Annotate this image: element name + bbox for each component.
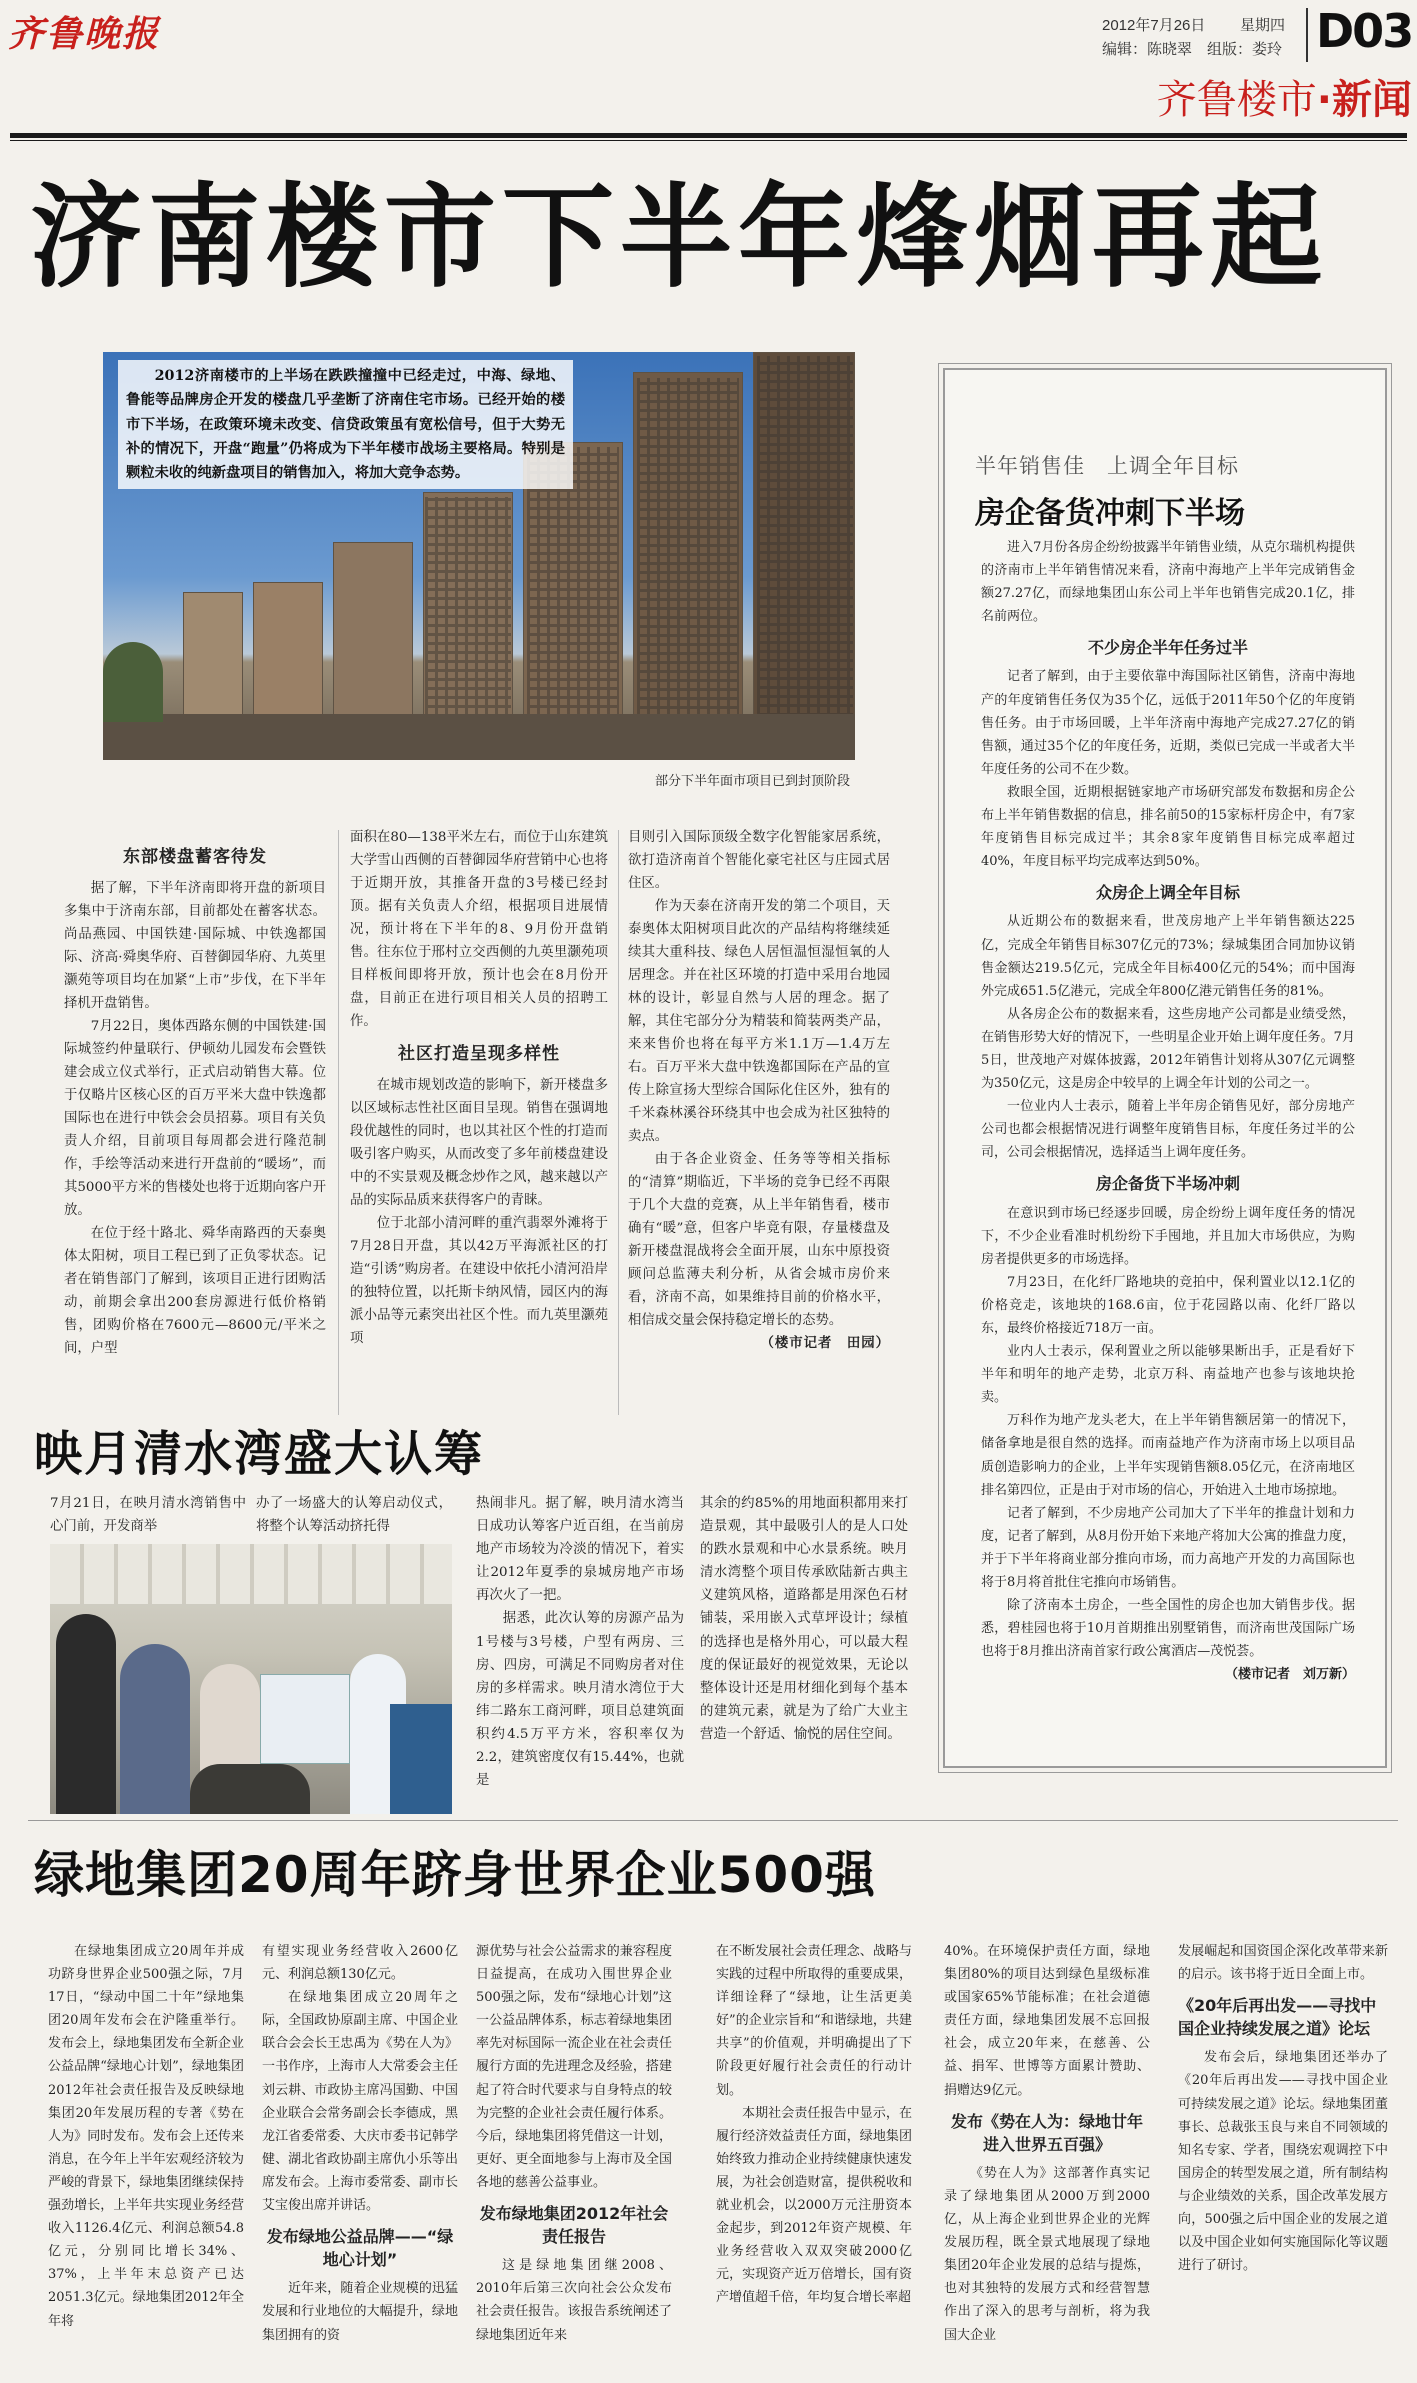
paragraph: 在城市规划改造的影响下，新开楼盘多以区域标志性社区面目呈现。销售在强调地段优越性的同时，也以其社区个性的打造而吸引客户购买，从而改变了多年前楼盘建设中的不实景观及概念炒作之风，越来越以产品的实际品质来获得客户的青睐。 [350,1078,608,1208]
paragraph: 7月22日，奥体西路东侧的中国铁建·国际城签约仲量联行、伊顿幼儿园发布会暨铁建会成立仪式举行，正式启动销售大幕。位于仅略片区核心区的百万平米大盘中铁逸都国际也在进行中铁会会员招募。项目有关负责人介绍，目前项目每周都会进行隆范制作，手绘等活动来进行开盘前的“暖场”，而其5000平方米的售楼处也将于近期向客户开放。 [64,1019,326,1218]
paragraph: 救眼全国，近期根据链家地产市场研究部发布数据和房企公布上半年销售数据的信息，排名前50的15家标杆房企中，有7家年度销售目标完成过半；其余8家年度销售目标完成率超过40%，年度目标平均完成率达到50%。 [981,784,1355,870]
subhead-east: 东部楼盘蓄客待发 [123,847,267,867]
paragraph: 面积在80—138平米左右，而位于山东建筑大学雪山西侧的百替御园华府营销中心也将于近期开放，其推备开盘的3号楼已经封顶。据有关负责人介绍，根据项目进展情况，预计将在下半年的8、9月份开盘销售。往东位于邢村立交西侧的九英里灏苑项目样板间即将开放，预计也会在8月份开盘，目前正在进行项目相关人员的招聘工作。 [350,830,608,1029]
paragraph: 由于各企业资金、任务等等相关指标的“清算”期临近，下半场的竞争已经不再限于几个大盘的竞赛，从上半年销售看，楼市确有“暖”意，但客户毕竟有限，存量楼盘及新开楼盘混战将会全面开展，山东中原投资顾问总监薄夫利分析，从省会城市房价来看，济南不高，如果维持目前的价格水平，相信成交量会保持稳定增长的态势。 [628,1152,890,1328]
paragraph: 《势在人为》这部著作真实记录了绿地集团从2000万到2000亿，从上海企业到世界企业的光辉发展历程，既全景式地展现了绿地集团20年企业发展的总结与提炼，也对其独特的发展方式和经营智慧作出了深入的思考与剖析，将为我国大企业 [944,2165,1150,2343]
story3-column-3 [476,1940,672,2370]
section-dot: · [1316,77,1332,123]
sidebar-kicker: 半年销售佳 上调全年目标 [975,454,1239,478]
story2-column-b [700,1492,908,1817]
sidebar-subhead: 不少房企半年任务过半 [1087,638,1248,658]
sidebar-body [981,536,1355,1758]
section-title [1012,68,1412,124]
story3-subhead: 发布绿地集团2012年社会责任报告 [479,2204,669,2247]
header-divider [1306,8,1308,62]
section-sub: 新闻 [1332,77,1412,123]
story3-headline: 绿地集团20周年跻身世界企业500强 [34,1846,876,1904]
paragraph: 位于北部小清河畔的重汽翡翠外滩将于7月28日开盘，其以42万平海派社区的打造“引诱”购房者。在建设中依托小清河沿岸的独特位置，以托斯卡纳风情，园区内的海派小品等元素突出社区个性。而九英里灏苑项 [350,1216,608,1346]
main-column-3 [628,826,890,1416]
paragraph: 进入7月份各房企纷纷披露半年销售业绩，从克尔瑞机构提供的济南市上半年销售情况来看，济南中海地产上半年完成销售金额27.27亿，而绿地集团山东公司上半年也销售完成20.1亿，排名前两位。 [981,540,1355,625]
paragraph: 40%。在环境保护责任方面，绿地集团80%的项目达到绿色星级标准或国家65%节能标准；在社会道德责任方面，绿地集团发展不忘回报社会，成立20年来，在慈善、公益、捐军、世博等方面累计赞助、捐赠达9亿元。 [944,1944,1150,2098]
story2-intro-2: 办了一场盛大的认筹启动仪式，将整个认筹活动挤托得 [256,1496,452,1535]
paragraph: 从各房企公布的数据来看，这些房地产公司都是业绩受然，在销售形势大好的情况下，一些明星企业开始上调年度任务。7月5日，世茂地产对媒体披露，2012年销售计划将从307亿元调整为350亿元，这是房企中较早的上调全年计划的公司之一。 [981,1006,1355,1092]
story3-column-2 [262,1940,458,2370]
paragraph: 其余的约85%的用地面积都用来打造景观，其中最吸引人的是人口处的跌水景观和中心水景系统。映月清水湾整个项目传承欧陆新古典主义建筑风格，道路都是用深色石材铺装，采用嵌入式草坪设计；绿植的选择也是格外用心，可以最大程度的保证最好的视觉效果，无论以整体设计还是用材细化到每个基本的建筑元素，就是为了给广大业主营造一个舒适、愉悦的居住空间。 [700,1496,908,1742]
story2-column-a [476,1492,684,1817]
header-rule [10,133,1407,138]
column-rule [618,830,619,1415]
story3-column-1 [48,1940,244,2370]
paragraph: 从近期公布的数据来看，世茂房地产上半年销售额达225亿，完成全年销售目标307亿元的73%；绿城集团合同加协议销售金额达219.5亿元，完成全年目标400亿元的54%；而中国海外完成651.5亿港元，完成全年800亿港元销售任务的81%。 [981,914,1355,999]
paragraph: 源优势与社会公益需求的兼容程度日益提高，在成功入围世界企业500强之际，发布“绿地心计划”这一公益品牌体系，标志着绿地集团率先对标国际一流企业在社会责任履行方面的先进理念及经验，搭建起了符合时代要求与自身特点的较为完整的企业社会责任履行体系。今后，绿地集团将凭借这一计划，更好、更全面地参与上海市及全国各地的慈善公益事业。 [476,1944,672,2190]
story3-subhead: 发布《势在人为：绿地廿年进入世界五百强》 [950,2111,1143,2154]
sidebar-title: 房企备货冲刺下半场 [975,496,1245,531]
story3-column-4 [716,1940,912,2370]
header-editors: 编辑：陈晓翠 组版：娄玲 [1102,41,1283,58]
paragraph: 在绿地集团成立20周年之际，全国政协原副主席、中国企业联合会会长王忠禹为《势在人为》一书作序，上海市人大常委会主任刘云耕、市政协主席冯国勤、中国企业联合会常务副会长李德成，黑龙江省委常委、大庆市委书记韩学健、湖北省政协副主席仇小乐等出席发布会。上海市委常委、副市长艾宝俊出席并讲话。 [262,1990,458,2214]
paragraph: 业内人士表示，保利置业之所以能够果断出手，正是看好下半年和明年的地产走势，北京万科、南益地产也参与该地块抢卖。 [981,1344,1355,1406]
photo-caption: 部分下半年面市项目已到封顶阶段 [654,774,850,789]
paragraph: 有望实现业务经营收入2600亿元、利润总额130亿元。 [262,1944,458,1983]
byline: （楼市记者 田园） [760,1335,890,1351]
paragraph: 7月23日，在化纤厂路地块的竞拍中，保利置业以12.1亿的价格竞走，该地块的168.6亩，位于花园路以南、化纤厂路以东，最终价格接近718万一亩。 [981,1274,1355,1336]
sidebar-subhead: 众房企上调全年目标 [1095,883,1240,903]
story2-intro-1: 7月21日，在映月清水湾销售中心门前，开发商举 [50,1496,246,1535]
paragraph: 本期社会责任报告中显示，在履行经济效益责任方面，绿地集团始终致力推动企业持续健康快速发展，为社会创造财富，提供税收和就业机会，以2000万元注册资本金起步，到2012年资产规模、年业务经营收入双双突破2000亿元，实现资产近万倍增长，国有资产增值超千倍，年均复合增长率超 [716,2105,912,2306]
masthead-logo: 齐鲁晚报 [8,13,161,55]
paragraph: 在不断发展社会责任理念、战略与实践的过程中所取得的重要成果，详细诠释了“绿地，让生活更美好”的企业宗旨和“和谐绿地，共建共享”的价值观，并明确提出了下阶段更好履行社会责任的行动计划。 [716,1944,912,2098]
paragraph: 发展崛起和国资国企深化改革带来新的启示。该书将于近日全面上市。 [1178,1944,1388,1983]
story3-column-5 [944,1940,1150,2370]
story3-rule [28,1820,1398,1821]
paragraph: 记者了解到，由于主要依靠中海国际社区销售，济南中海地产的年度销售任务仅为35个亿，远低于2011年50个亿的年度销售任务。由于市场回暖，上半年济南中海地产完成27.27亿的销售额，通过35个亿的年度任务，近期，类似已完成一半或者大半年度任务的公司不在少数。 [981,669,1355,777]
main-column-1 [64,836,326,1418]
paragraph: 发布会后，绿地集团还举办了《20年后再出发——寻找中国企业可持续发展之道》论坛。绿地集团董事长、总裁张玉良与来自不同领域的知名专家、学者，围绕宏观调控下中国房企的转型发展之道，所有制结构与企业绩效的关系，国企改革发展方向，500强之后中国企业的发展之道以及中国企业如何实施国际化等议题进行了研讨。 [1178,2050,1388,2274]
paragraph: 一位业内人士表示，随着上半年房企销售见好，部分房地产公司也都会根据情况进行调整年度销售目标，年度任务过半的公司，公司会根据情况，选择适当上调年度任务。 [981,1099,1355,1161]
paragraph: 在绿地集团成立20周年并成功跻身世界企业500强之际，7月17日，“绿动中国二十年”绿地集团20周年发布会在沪隆重举行。发布会上，绿地集团发布全新企业公益品牌“绿地心计划”，绿地集团2012年社会责任报告及反映绿地集团20年发展历程的专著《势在人为》同时发布。发布会上还传来消息，在今年上半年宏观经济较为严峻的背景下，绿地集团继续保持强劲增长，上半年共实现业务经营收入1126.4亿元、利润总额54.8亿元，分别同比增长34%、37%，上半年末总资产已达2051.3亿元。绿地集团2012年全年将 [48,1944,244,2329]
column-rule [338,830,339,1415]
section-name: 齐鲁楼市 [1156,77,1317,123]
main-lead: 2012济南楼市的上半场在跌跌撞撞中已经走过，中海、绿地、鲁能等品牌房企开发的楼盘几乎垄断了济南住宅市场。已经开始的楼市下半场，在政策环境未改变、信贷政策虽有宽松信号，但于大势无补的情况下，开盘“跑量”仍将成为下半年楼市战场主要格局。特别是颗粒未收的纯新盘项目的销售加入，将加大竞争态势。 [118,360,573,489]
sidebar-box [943,368,1387,1768]
paragraph: 热闹非凡。据了解，映月清水湾当日成功认筹客户近百组，在当前房地产市场较为冷淡的情况下，着实让2012年夏季的泉城房地产市场再次火了一把。 [476,1496,684,1604]
paragraph: 作为天泰在济南开发的第二个项目，天泰奥体太阳树项目此次的产品结构将继续延续其大重科技、绿色人居恒温恒湿恒氧的人居理念。并在社区环境的打造中采用台地园林的设计，彰显自然与人居的理念。据了解，其住宅部分分为精装和简装两类产品，来来售价也将在每平方米1.1万—1.4万左右。百万平米大盘中铁逸都国际在产品的宣传上除宣扬大型综合国际化住区外，独有的千米森林溪谷环绕其中也会成为社区独特的卖点。 [628,899,890,1144]
subhead-community: 社区打造呈现多样性 [398,1044,560,1064]
sidebar-subhead: 房企备货下半场冲刺 [1095,1174,1240,1194]
byline: （楼市记者 刘万新） [1224,1667,1355,1683]
paragraph: 在意识到市场已经逐步回暖，房企纷纷上调年度任务的情况下，不少企业看准时机纷纷下手囤地，并且加大市场供应，为购房者提供更多的市场选择。 [981,1205,1355,1267]
paragraph: 万科作为地产龙头老大，在上半年销售额居第一的情况下，储备拿地是很自然的选择。而南益地产作为济南市场上以项目品质创造影响力的企业，上半年实现销售额8.05亿元，在济南地区排名第四位，正是由于对市场的信心，开始进入土地市场掠地。 [981,1413,1355,1498]
main-column-2 [350,826,608,1416]
story3-subhead: 《20年后再出发——寻找中国企业持续发展之道》论坛 [1178,1996,1377,2039]
paragraph: 据悉，此次认筹的房源产品为1号楼与3号楼，户型有两房、三房、四房，可满足不同购房者对住房的多样需求。映月清水湾位于大纬二路东工商河畔，项目总建筑面积约4.5万平方米，容积率仅为2.2，建筑密度仅有15.44%，也就是 [476,1611,684,1789]
page-number: D03 [1316,4,1413,58]
header-rule-thin [10,140,1407,141]
paragraph: 目则引入国际顶级全数字化智能家居系统，欲打造济南首个智能化豪宅社区与庄园式居住区。 [628,830,890,891]
paragraph: 据了解，下半年济南即将开盘的新项目多集中于济南东部，目前都处在蓄客状态。尚品燕园、中国铁建·国际城、中铁逸都国际、济高·舜奥华府、百替御园华府、九英里灏苑等项目均在加紧“上市”步伐，在下半年择机开盘销售。 [64,881,326,1011]
paragraph: 在位于经十路北、舜华南路西的天泰奥体太阳树，项目工程已到了正负零状态。记者在销售部门了解到，该项目正进行团购活动，前期会拿出200套房源进行低价格销售，团购价格在7600元—8600元/平米之间，户型 [64,1226,326,1356]
header-weekday: 星期四 [1240,17,1286,34]
story3-column-6 [1178,1940,1388,2370]
header-date: 2012年7月26日 [1102,17,1206,34]
story2-headline: 映月清水湾盛大认筹 [34,1426,485,1482]
paragraph: 记者了解到，不少房地产公司加大了下半年的推盘计划和力度，记者了解到，从8月份开始下来地产将加大公寓的推盘力度，并于下半年将商业部分推向市场，而力高地产开发的力高国际也将于8月将首批住宅推向市场销售。 [981,1505,1355,1591]
paragraph: 近年来，随着企业规模的迅猛发展和行业地位的大幅提升，绿地集团拥有的资 [262,2281,458,2343]
story3-subhead: 发布绿地公益品牌——“绿地心计划” [266,2227,454,2270]
paragraph: 除了济南本土房企，一些全国性的房企也加大销售步伐。据悉，碧桂园也将于10月首期推出别墅销售，而济南世茂国际广场也将于8月推出济南首家行政公寓酒店—茂悦荟。 [981,1598,1355,1660]
paragraph: 这是绿地集团继2008、2010年后第三次向社会公众发布社会责任报告。该报告系统阐述了绿地集团近年来 [476,2258,672,2343]
story2-photo [50,1544,452,1814]
main-headline: 济南楼市下半年烽烟再起 [30,173,1328,303]
